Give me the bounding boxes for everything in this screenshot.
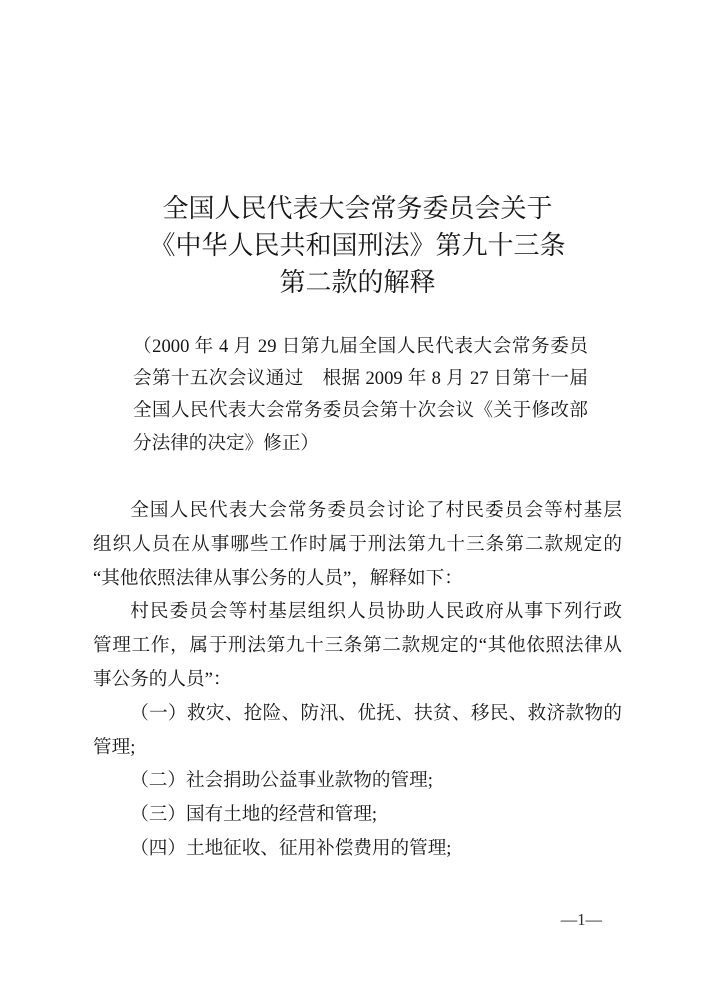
body-line: 组织人员在从事哪些工作时属于刑法第九十三条第二款规定的 [93, 533, 622, 555]
body-line: 事公务的人员”： [93, 668, 232, 690]
adoption-note [133, 331, 588, 460]
body-line: （四）土地征收、征用补偿费用的管理; [130, 837, 452, 859]
preamble-line: 分法律的决定》修正） [133, 432, 319, 454]
document-body [93, 494, 622, 866]
body-line: 管理; [93, 736, 136, 758]
title-line: 《中华人民共和国刑法》第九十三条 [149, 231, 566, 260]
body-line: （二）社会捐助公益事业款物的管理; [130, 770, 433, 792]
body-line: 村民委员会等村基层组织人员协助人民政府从事下列行政 [130, 601, 622, 623]
document-title [93, 190, 622, 301]
body-line: “其他依照法律从事公务的人员”，解释如下： [93, 567, 463, 589]
preamble-line: （2000 年 4 月 29 日第九届全国人民代表大会常务委员 [133, 336, 588, 357]
page-number: —1— [560, 910, 602, 929]
preamble-line: 全国人民代表大会常务委员会第十次会议《关于修改部 [133, 400, 588, 422]
body-line: （一）救灾、抢险、防汛、优抚、扶贫、移民、救济款物的 [130, 702, 622, 724]
title-line: 全国人民代表大会常务委员会关于 [162, 194, 553, 223]
body-line: 管理工作，属于刑法第九十三条第二款规定的“其他依照法律从 [93, 635, 622, 657]
body-line: （三）国有土地的经营和管理; [130, 804, 378, 826]
body-line: 全国人民代表大会常务委员会讨论了村民委员会等村基层 [130, 500, 622, 521]
preamble-line: 会第十五次会议通过 根据 2009 年 8 月 27 日第十一届 [133, 368, 588, 390]
title-line: 第二款的解释 [279, 268, 436, 297]
